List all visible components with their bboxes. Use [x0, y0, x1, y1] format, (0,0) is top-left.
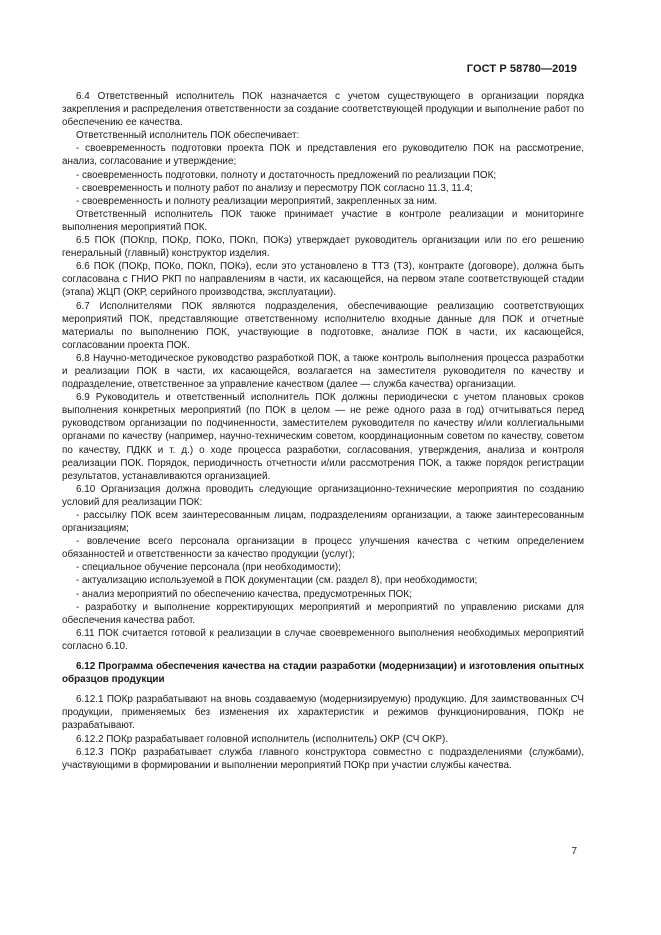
- page-number: 7: [571, 846, 577, 857]
- list-item: - разработку и выполнение корректирующих мероприятий и мероприятий по управлению рисками для обеспечения качества работ.: [62, 601, 584, 626]
- document-code: ГОСТ Р 58780—2019: [466, 63, 577, 75]
- paragraph-6-5: 6.5 ПОК (ПОКпр, ПОКр, ПОКо, ПОКп, ПОКэ) утверждает руководитель организации или по его решению генеральный (главный) конструктор изделия.: [62, 235, 584, 260]
- list-item: - специальное обучение персонала (при необходимости);: [76, 562, 341, 574]
- paragraph-6-7: 6.7 Исполнителями ПОК являются подразделения, обеспечивающие реализацию соответствующих мероприятий ПОК, представляющие ответственному исполнителю входные данные для ПОК и отчетные материалы по выполнению ПОК, участвующие в подготовке, анализе ПОК в части, их касающейся, согласовании проекта ПОК.: [62, 300, 584, 351]
- paragraph-6-10: 6.10 Организация должна проводить следующие организационно-технические мероприятия по созданию условий для реализации ПОК:: [62, 483, 584, 508]
- list-item: - анализ мероприятий по обеспечению качества, предусмотренных ПОК;: [76, 588, 412, 600]
- paragraph-6-9: 6.9 Руководитель и ответственный исполнитель ПОК должны периодически с учетом плановых сроков выполнения конкретных мероприятий (по ПОК в целом — не реже одного раза в год) отчитываться перед руководством организации по подчиненности, заместителем руководителя по качеству и/или коллегиальными органами по качеству (например, научно-техническим советом, координационным советом по качеству, советом по качеству, ПДКК и т. д.) о ходе процесса разработки, согласования, утверждения, анализа и контроля реализации ПОК. Порядок, периодичность отчетности и/или рассмотрения ПОК, а также порядок регистрации результатов, устанавливаются организацией.: [62, 392, 584, 482]
- paragraph-6-12-2: 6.12.2 ПОКр разрабатывает головной исполнитель (исполнитель) ОКР (СЧ ОКР).: [76, 733, 449, 745]
- paragraph-6-12-3: 6.12.3 ПОКр разрабатывает служба главного конструктора совместно с подразделениями (службами), участвующими в формировании и выполнении мероприятий ПОКр при участии службы качества.: [62, 746, 584, 771]
- paragraph-6-12-1: 6.12.1 ПОКр разрабатывают на вновь создаваемую (модернизируемую) продукцию. Для заимствованных СЧ продукции, применяемых без изменения их характеристик и режимов функционирования, ПОКр не разрабатывают.: [62, 694, 584, 732]
- paragraph-6-8: 6.8 Научно-методическое руководство разработкой ПОК, а также контроль выполнения процесса разработки и реализации ПОК в части, их касающейся, возлагается на заместителя руководителя по качеству и подразделение, ответственное за управление качеством (далее — служба качества) организации.: [62, 352, 584, 391]
- paragraph-6-4: 6.4 Ответственный исполнитель ПОК назначается с учетом существующего в организации порядка закрепления и распределения ответственности за создание соответствующей продукции и выполнение работ по обеспечению ее качества.: [62, 91, 584, 129]
- list-item: - своевременность и полноту реализации мероприятий, закрепленных за ним.: [76, 195, 438, 207]
- list-item: - вовлечение всего персонала организации в процесс улучшения качества с четким определением обязанностей и ответственности за качество продукции (услуг);: [62, 536, 584, 561]
- paragraph: Ответственный исполнитель ПОК также принимает участие в контроле реализации и мониторинге выполнения мероприятий ПОК.: [62, 208, 584, 233]
- list-item: - своевременность подготовки проекта ПОК и представления его руководителю ПОК на рассмотрение, анализ, согласование и утверждение;: [62, 143, 584, 168]
- list-item: - актуализацию используемой в ПОК документации (см. раздел 8), при необходимости;: [76, 575, 478, 587]
- list-item: - своевременность и полноту работ по анализу и пересмотру ПОК согласно 11.3, 11.4;: [76, 182, 473, 194]
- list-item: - рассылку ПОК всем заинтересованным лицам, подразделениям организации, а также заинтересованным организациям;: [62, 510, 584, 535]
- section-heading-6-12: 6.12 Программа обеспечения качества на стадии разработки (модернизации) и изготовления опытных образцов продукции: [62, 661, 584, 686]
- paragraph-6-6: 6.6 ПОК (ПОКр, ПОКо, ПОКп, ПОКэ), если это установлено в ТТЗ (ТЗ), контракте (договоре), должна быть согласована с ГНИО РКП по направлениям в части, их касающейся, на первом этапе соответствующей стадии (этапа) ЖЦП (ОКР, серийного производства, эксплуатации).: [62, 261, 584, 299]
- document-body: [62, 90, 584, 772]
- paragraph-6-11: 6.11 ПОК считается готовой к реализации в случае своевременного выполнения необходимых мероприятий согласно 6.10.: [62, 627, 584, 652]
- list-item: - своевременность подготовки, полноту и достаточность предложений по реализации ПОК;: [76, 169, 497, 181]
- paragraph: Ответственный исполнитель ПОК обеспечивает:: [76, 130, 300, 142]
